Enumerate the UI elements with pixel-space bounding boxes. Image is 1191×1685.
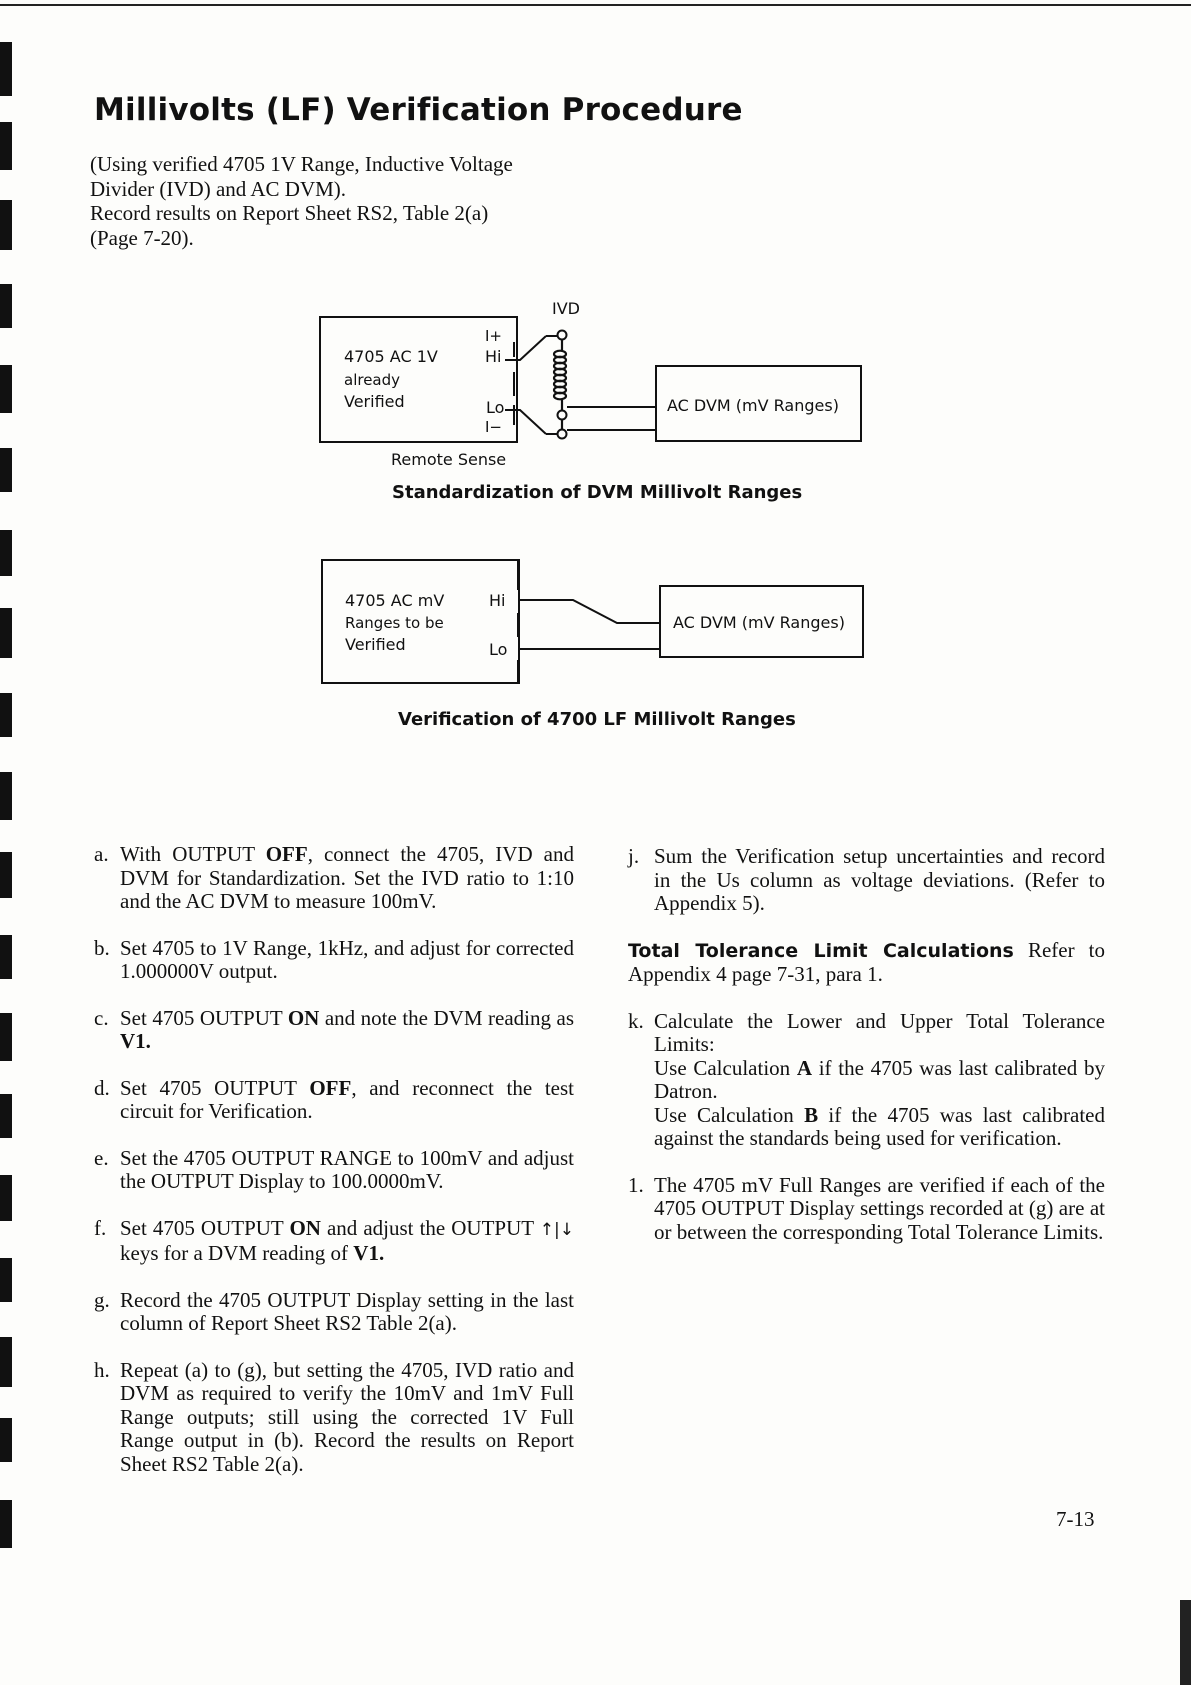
intro-line: (Page 7-20). [90, 225, 194, 250]
step-f: f. Set 4705 OUTPUT ON and adjust the OUTPUT ↑|↓ keys for a DVM reading of V1. [94, 1215, 574, 1265]
ivd-top-terminal [558, 331, 567, 340]
step-a: a. With OUTPUT OFF, connect the 4705, IVD and DVM for Standardization. Set the IVD ratio to 1:10 and the AC DVM to measure 100mV. [94, 842, 574, 913]
terminal-hi: Hi [485, 347, 502, 366]
tolerance-limit-paragraph: Total Tolerance Limit Calculations Refer to Appendix 4 page 7-31, para 1. [628, 937, 1105, 986]
binder-mark [0, 1013, 12, 1061]
step-label: a. [94, 842, 109, 866]
step-label: k. [628, 1008, 644, 1033]
step-label: b. [94, 935, 110, 960]
step-label: d. [94, 1075, 110, 1100]
source-box-line: Ranges to be [345, 614, 444, 632]
terminal-lo: Lo [486, 398, 505, 417]
binder-mark [0, 1500, 12, 1548]
page-title: Millivolts (LF) Verification Procedure [94, 92, 743, 128]
terminal-i-minus: I− [485, 418, 502, 436]
step-label: e. [94, 1145, 109, 1170]
step-label: g. [94, 1287, 110, 1312]
diagram1-caption: Standardization of DVM Millivolt Ranges [392, 482, 803, 503]
ivd-bottom-terminal [558, 430, 567, 439]
step-k: k. Calculate the Lower and Upper Total Tolerance Limits: Use Calculation A if the 4705 was last calibrated by Datron. Use Calculation B if the 4705 was last calibrated against the standards being used for verification. [628, 1008, 1105, 1150]
intro-line: (Using verified 4705 1V Range, Inductive Voltage [90, 152, 513, 176]
page-number: 7-13 [1056, 1507, 1095, 1531]
step-label: j. [628, 844, 640, 868]
verification-diagram [322, 560, 863, 683]
binder-mark [0, 1418, 12, 1462]
source-box-line: Verified [344, 392, 405, 411]
dvm-label: AC DVM (mV Ranges) [667, 396, 839, 415]
terminal-i-plus: I+ [485, 327, 502, 345]
ivd-label: IVD [552, 299, 580, 318]
up-down-arrow-keys-icon: ↑|↓ [539, 1219, 574, 1240]
step-c: c. Set 4705 OUTPUT ON and note the DVM reading as V1. [94, 1005, 574, 1053]
binder-mark [0, 772, 12, 820]
step-h: h. Repeat (a) to (g), but setting the 4705, IVD ratio and DVM as required to verify the 10mV and 1mV Full Range outputs; still using the corrected 1V Full Range output in (b). Record the results on Report Sheet RS2 Table 2(a). [94, 1357, 574, 1476]
scan-edge-mark [1180, 1600, 1191, 1685]
tolerance-heading: Total Tolerance Limit Calculations [628, 939, 1014, 962]
dvm-label: AC DVM (mV Ranges) [673, 613, 845, 632]
step-e: e. Set the 4705 OUTPUT RANGE to 100mV and adjust the OUTPUT Display to 100.0000mV. [94, 1145, 574, 1193]
terminal-lo: Lo [489, 640, 508, 659]
step-label: h. [94, 1357, 110, 1382]
circuit-diagrams [0, 0, 1191, 760]
intro-line: Divider (IVD) and AC DVM). [90, 176, 347, 201]
step-j: j. Sum the Verification setup uncertainties and record in the Us column as voltage deviations. (Refer to Appendix 5). [628, 844, 1105, 915]
binder-mark [0, 1175, 12, 1221]
step-label: c. [94, 1005, 109, 1030]
step-g: g. Record the 4705 OUTPUT Display setting in the last column of Report Sheet RS2 Table 2(a). [94, 1287, 574, 1335]
source-box-line: already [344, 371, 401, 389]
diagram2-caption: Verification of 4700 LF Millivolt Ranges [398, 709, 796, 730]
step-d: d. Set 4705 OUTPUT OFF, and reconnect the test circuit for Verification. [94, 1075, 574, 1123]
step-label: f. [94, 1215, 107, 1240]
steps-left-column [94, 843, 574, 1499]
intro-line: Record results on Report Sheet RS2, Table 2(a) [90, 201, 489, 225]
steps-right-column [628, 845, 1105, 1267]
terminal-hi: Hi [489, 591, 506, 610]
binder-mark [0, 1258, 12, 1302]
binder-mark [0, 852, 12, 898]
source-box-line: 4705 AC mV [345, 591, 445, 610]
binder-mark [0, 1094, 12, 1138]
step-b: b. Set 4705 to 1V Range, 1kHz, and adjust for corrected 1.000000V output. [94, 935, 574, 983]
source-box-line: Verified [345, 635, 406, 654]
binder-mark [0, 1337, 12, 1387]
step-l: 1. The 4705 mV Full Ranges are verified if each of the 4705 OUTPUT Display settings recorded at (g) are at or between the corresponding Total Tolerance Limits. [628, 1172, 1105, 1244]
source-box-line: 4705 AC 1V [344, 347, 438, 366]
step-label: 1. [628, 1172, 644, 1197]
ivd-tap-terminal [558, 411, 567, 420]
binder-mark [0, 935, 12, 979]
standardization-diagram [320, 299, 861, 469]
remote-sense-label: Remote Sense [391, 450, 507, 469]
